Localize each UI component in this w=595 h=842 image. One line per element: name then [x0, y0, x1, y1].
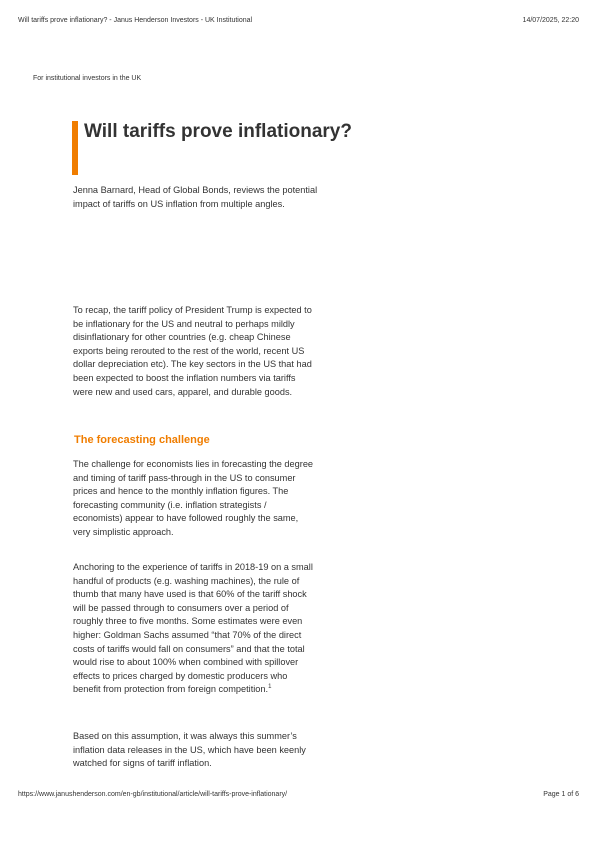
body-paragraph-1: To recap, the tariff policy of President Trump is expected to be inflationary for the US and neutral to perhaps mildly disinflationary for other countries (e.g. cheap Chinese exports being rerouted to the rest of the world, recent US dollar depreciation etc). The key sectors in the US that had been expected to boost the inflation numbers via tariffs were new and used cars, apparel, and durable goods. — [73, 305, 312, 397]
article-title-block — [72, 119, 392, 145]
audience-note: For institutional investors in the UK — [33, 75, 142, 82]
section-heading: The forecasting challenge — [74, 434, 210, 446]
print-datetime: 14/07/2025, 22:20 — [522, 17, 579, 24]
title-accent-bar — [72, 121, 78, 175]
page-url: https://www.janushenderson.com/en-gb/institutional/article/will-tariffs-prove-inflationary/ — [18, 791, 288, 798]
print-page-title: Will tariffs prove inflationary? - Janus Henderson Investors - UK Institutional — [18, 17, 253, 24]
article-title: Will tariffs prove inflationary? — [84, 121, 352, 142]
footnote-reference[interactable]: 1 — [268, 684, 272, 691]
article-intro: Jenna Barnard, Head of Global Bonds, reviews the potential impact of tariffs on US inflation from multiple angles. — [73, 185, 318, 209]
body-paragraph-4: Based on this assumption, it was always this summer’s inflation data releases in the US, which have been keenly watched for signs of tariff inflation. — [73, 731, 306, 769]
print-header — [18, 17, 579, 24]
body-paragraph-3 — [73, 561, 317, 697]
body-paragraph-3-text: Anchoring to the experience of tariffs in 2018-19 on a small handful of products (e.g. washing machines), the rule of thumb that many have used is that 60% of the tariff shock will be passed through to consumers over a period of roughly three to five months. Some estimates were even higher: Goldman Sachs assumed “that 70% of the direct costs of tariffs would fall on consumers” and that the total would rise to about 100% when combined with spillover effects to prices charged by domestic producers who benefit from protection from foreign competition. — [73, 562, 313, 695]
body-paragraph-2: The challenge for economists lies in forecasting the degree and timing of tariff pass-through in the US to consumer prices and hence to the monthly inflation figures. The forecasting community (i.e. inflation strategists / economists) appear to have followed roughly the same, very simplistic approach. — [73, 459, 314, 537]
page-number: Page 1 of 6 — [543, 791, 579, 798]
print-footer — [18, 791, 579, 798]
